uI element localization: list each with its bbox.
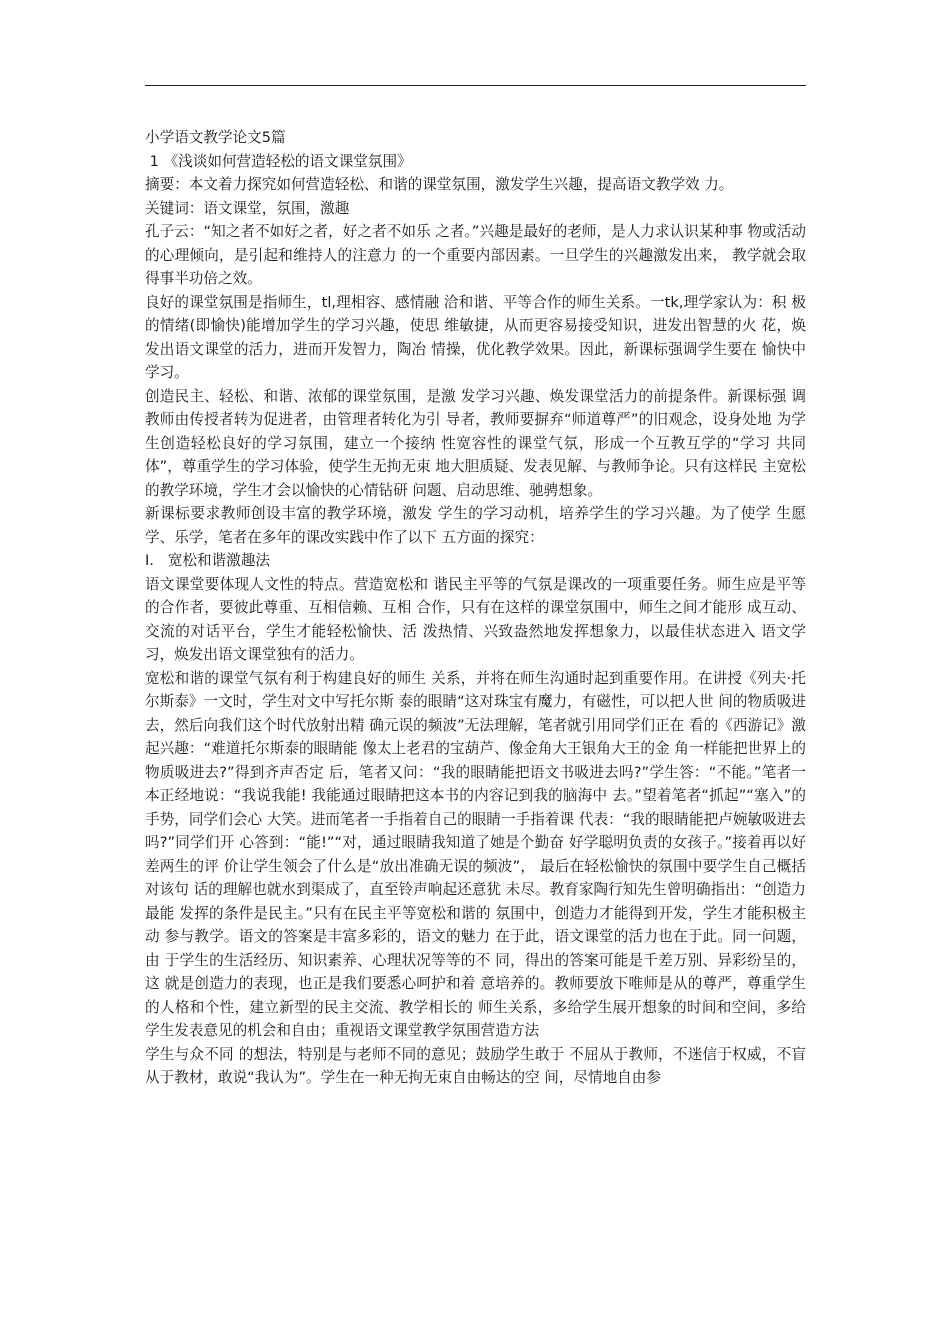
keywords: 关键词：语文课堂，氛围，激趣: [145, 199, 350, 217]
paragraph: 良好的课堂氛围是指师生，tl,理相容、感情融 洽和谐、平等合作的师生关系。一tk,理学家认为：积 极的情绪(即愉快)能增加学生的学习兴趣，使思 维敏捷，从而更容易接受知识，进发出智慧的火 花，焕发出语文课堂的活力，进而开发智力，陶冶 情操，优化教学效果。因此，新课标强调学生要在 愉快中学习。: [145, 293, 806, 381]
header-rule: [145, 85, 806, 86]
paragraph: 宽松和谐的课堂气氛有利于构建良好的师生 关系，并将在师生沟通时起到重要作用。在讲授《列夫·托尔斯泰》一文时，学生对文中写托尔斯 泰的眼睛“这对珠宝有魔力，有磁性，可以把人世 间的物质吸进去，然后向我们这个时代放射出精 确元误的频波”无法理解，笔者就引用同学们正在 看的《西游记》激起兴趣：“难道托尔斯泰的眼睛能 像太上老君的宝葫芦、像金角大王银角大王的金 角一样能把世界上的物质吸进去?”得到齐声否定 后，笔者又问：“我的眼睛能把语文书吸进去吗?”学生答：“不能。”笔者一本正经地说：“我说我能! 我能通过眼睛把这本书的内容记到我的脑海中 去。”望着笔者“抓起”“塞入”的手势，同学们会心 大笑。进而笔者一手指着自己的眼睛一手指着课 代表：“我的眼睛能把卢婉敏吸进去吗?”同学们开 心答到：“能!”“对，通过眼睛我知道了她是个勤奋 好学聪明负责的女孩子。”接着再以好差两生的评 价让学生领会了什么是“放出准确无误的频波”， 最后在轻松愉快的氛围中要学生自己概括对该句 话的理解也就水到渠成了，直至铃声响起还意犹 未尽。教育家陶行知先生曾明确指出：“创造力最能 发挥的条件是民主。”只有在民主平等宽松和谐的 氛围中，创造力才能得到开发，学生才能积极主动 参与教学。语文的答案是丰富多彩的，语文的魅力 在于此，语文课堂的活力也在于此。同一问题，由 于学生的生活经历、知识素养、心理状况等等的不 同，得出的答案可能是千差万别、异彩纷呈的，这 就是创造力的表现，也正是我们要悉心呵护和着 意培养的。教师要放下唯师是从的尊严，尊重学生 的人格和个性，建立新型的民主交流、教学相长的 师生关系，多给学生展开想象的时间和空间，多给学生发表意见的机会和自由；重视语文课堂教学氛围营造方法: [145, 669, 806, 1039]
document-title: 小学语文教学论文5篇: [145, 129, 286, 146]
paragraph: 新课标要求教师创设丰富的教学环境，激发 学生的学习动机，培养学生的学习兴趣。为了使学 生愿学、乐学，笔者在多年的课改实践中作了以下 五方面的探究：: [145, 505, 806, 546]
paragraph: 创造民主、轻松、和谐、浓郁的课堂氛围，是激 发学习兴趣、焕发课堂活力的前提条件。新课标强 调教师由传授者转为促进者，由管理者转化为引 导者，教师要摒弃“师道尊严”的旧观念，设身处地 为学生创造轻松良好的学习氛围，建立一个接纳 性宽容性的课堂气氛，形成一个互教互学的“学习 共同体”，尊重学生的学习体验，使学生无拘无束 地大胆质疑、发表见解、与教师争论。只有这样民 主宽松的教学环境，学生才会以愉快的心情钻研 问题、启动思维、驰骋想象。: [145, 387, 806, 499]
paragraph: 孔子云：“知之者不如好之者，好之者不如乐 之者。”兴趣是最好的老师，是人力求认识某种事 物或活动的心理倾向，是引起和维持人的注意力 的一个重要内部因素。一旦学生的兴趣激发出来， 教学就会取得事半功倍之效。: [145, 223, 806, 287]
document-body: [145, 126, 806, 1090]
paragraph: 语文课堂要体现人文性的特点。营造宽松和 谐民主平等的气氛是课改的一项重要任务。师生应是平等的合作者，要彼此尊重、互相信赖、互相 合作，只有在这样的课堂氛围中，师生之间才能形 成互动、交流的对话平台，学生才能轻松愉快、活 泼热情、兴致盎然地发挥想象力，以最佳状态进入 语文学习，焕发出语文课堂独有的活力。: [145, 575, 806, 663]
section-heading: I. 宽松和谐激趣法: [145, 552, 271, 569]
article-title: 1 《浅谈如何营造轻松的语文课堂氛围》: [145, 152, 412, 170]
paragraph: 学生与众不同 的想法，特别是与老师不同的意见；鼓励学生敢于 不屈从于教师，不迷信于权威，不盲从于教材，敢说“我认为”。学生在一种无拘无束自由畅达的空 间，尽情地自由参: [145, 1045, 806, 1086]
abstract: 摘要：本文着力探究如何营造轻松、和谐的课堂氛围，激发学生兴趣，提高语文教学效 力。: [145, 176, 734, 193]
